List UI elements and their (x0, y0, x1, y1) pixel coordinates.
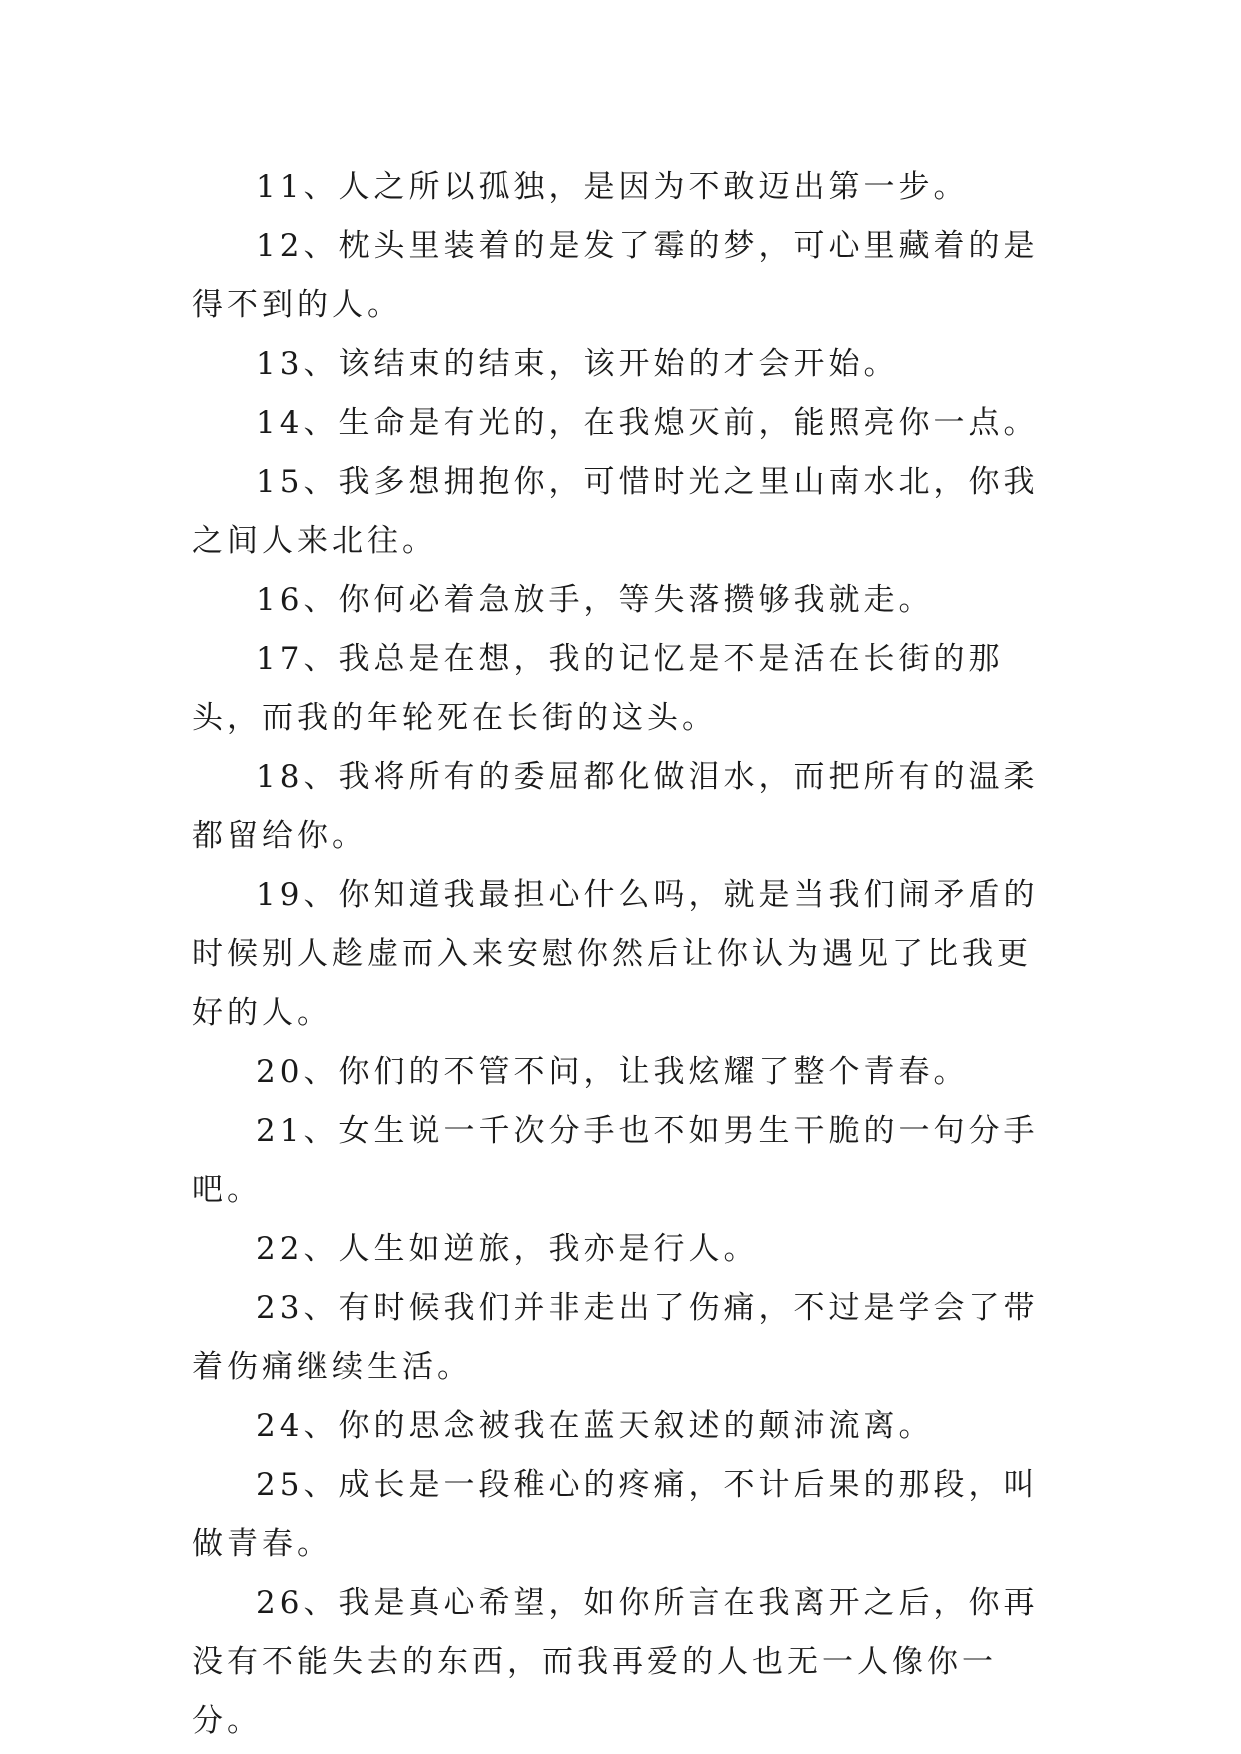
paragraph-17: 17、我总是在想，我的记忆是不是活在长街的那头，而我的年轮死在长街的这头。 (192, 641, 1004, 736)
paragraph-18: 18、我将所有的委屈都化做泪水，而把所有的温柔都留给你。 (192, 759, 1039, 854)
paragraph-13: 13、该结束的结束，该开始的才会开始。 (256, 346, 899, 382)
paragraph-21: 21、女生说一千次分手也不如男生干脆的一句分手吧。 (192, 1113, 1039, 1208)
paragraph-26: 26、我是真心希望，如你所言在我离开之后，你再没有不能失去的东西，而我再爱的人也无一人像你一分。 (192, 1585, 1039, 1739)
paragraph-23: 23、有时候我们并非走出了伤痛，不过是学会了带着伤痛继续生活。 (192, 1290, 1039, 1385)
paragraph-16: 16、你何必着急放手，等失落攒够我就走。 (256, 582, 934, 618)
paragraph-12: 12、枕头里装着的是发了霉的梦，可心里藏着的是得不到的人。 (192, 228, 1039, 323)
paragraph-19: 19、你知道我最担心什么吗，就是当我们闹矛盾的时候别人趁虚而入来安慰你然后让你认为遇见了比我更好的人。 (192, 877, 1039, 1031)
document-body (192, 158, 1064, 1751)
paragraph-22: 22、人生如逆旅，我亦是行人。 (256, 1231, 759, 1267)
paragraph-14: 14、生命是有光的，在我熄灭前，能照亮你一点。 (256, 405, 1039, 441)
paragraph-15: 15、我多想拥抱你，可惜时光之里山南水北，你我之间人来北往。 (192, 464, 1039, 559)
paragraph-24: 24、你的思念被我在蓝天叙述的颠沛流离。 (256, 1408, 934, 1444)
paragraph-11: 11、人之所以孤独，是因为不敢迈出第一步。 (256, 169, 969, 205)
paragraph-20: 20、你们的不管不问，让我炫耀了整个青春。 (256, 1054, 969, 1090)
paragraph-25: 25、成长是一段稚心的疼痛，不计后果的那段，叫做青春。 (192, 1467, 1039, 1562)
